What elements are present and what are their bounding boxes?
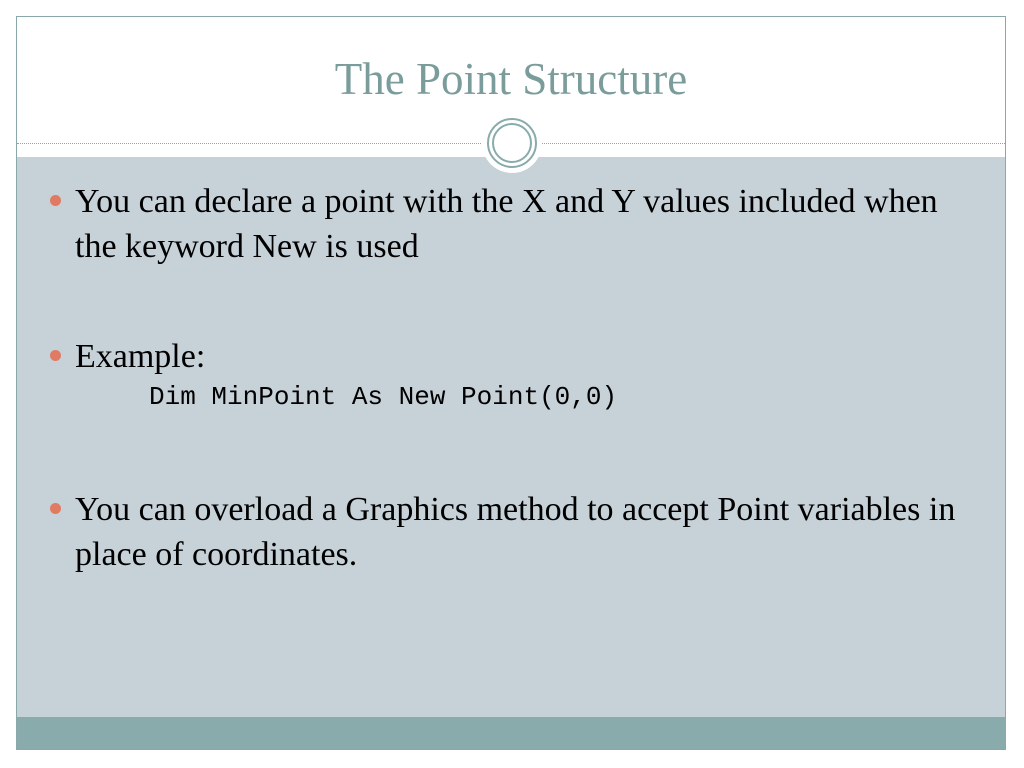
bullet-list	[47, 179, 967, 577]
bullet-text: You can declare a point with the X and Y values included when the keyword New is used	[75, 183, 938, 265]
slide	[16, 16, 1006, 750]
footer-bar	[17, 717, 1005, 750]
bullet-item	[47, 487, 967, 577]
slide-title: The Point Structure	[334, 54, 688, 104]
divider-circle-inner	[492, 123, 532, 163]
bullet-text: Example:	[75, 338, 206, 375]
bullet-dot-icon	[50, 195, 61, 206]
code-example: Dim MinPoint As New Point(0,0)	[149, 382, 618, 412]
bullet-item	[47, 334, 967, 379]
bullet-dot-icon	[50, 350, 61, 361]
bullet-text: You can overload a Graphics method to accept Point variables in place of coordinates.	[75, 491, 956, 573]
bullet-dot-icon	[50, 503, 61, 514]
bullet-item	[47, 179, 967, 269]
